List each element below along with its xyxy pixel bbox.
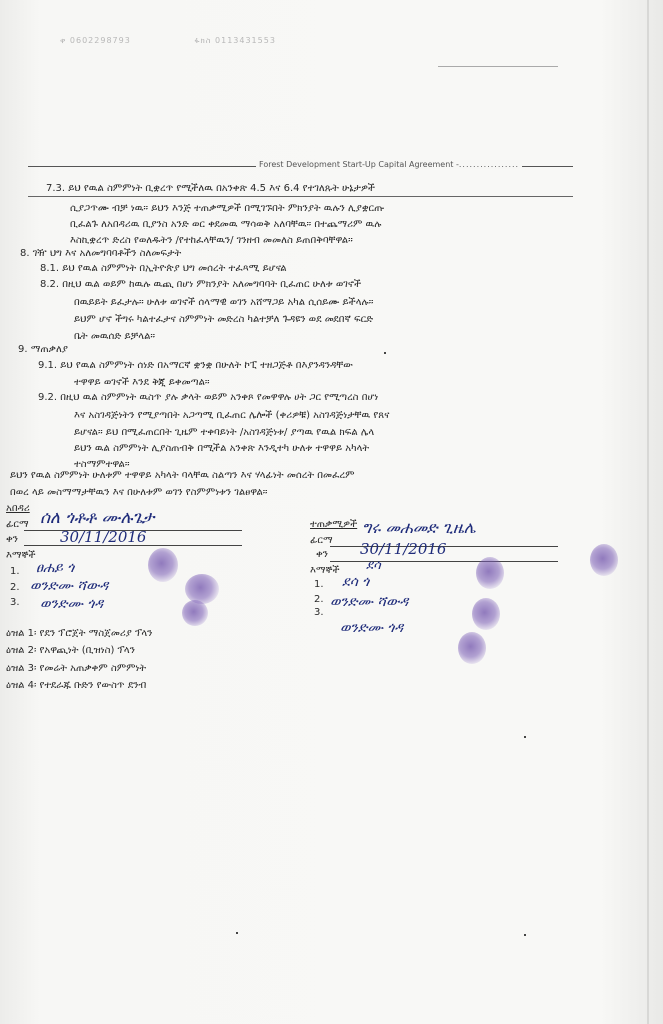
section-9-1-line-1: 9.1. ይህ የዉል ስምምነት ሰነድ በአማርኛ ቋንቋ በሁለት ኮፒ ተዘጋጅቶ በእያንዳንዳቸው <box>38 360 353 371</box>
section-8-2-line-2: በዉይይት ይፈታሉ። ሁለቱ ወገኖች ሰላማዊ ወገን አሸማጋይ አካል ሲሰይሙ ይችላሉ። <box>74 297 374 308</box>
thumbprint-stamp <box>476 557 504 589</box>
title-underline <box>28 196 573 197</box>
beneficiary-date-line <box>330 561 558 562</box>
lender-witness-1-num: 1. <box>10 566 20 577</box>
attachment-4: ዕዝል 4፡ የተደራጁ ቡድን የውስጥ ደንብ <box>6 680 147 691</box>
lender-witness-label: እማኞች <box>6 550 36 561</box>
attachment-1: ዕዝል 1፡ የደን ፕሮጀት ማስጀመሪያ ፕላን <box>6 628 153 639</box>
thumbprint-stamp <box>148 548 178 582</box>
lender-witness-3-signature: ወንድሙ ጎዳ <box>40 596 104 612</box>
section-8-1: 8.1. ይህ የዉል ስምምነት በኢትዮጵያ ህግ መሰረት ተፈጻሚ ይሆናል <box>40 263 287 274</box>
lender-witness-2-signature: ወንድሙ ሻውዳ <box>30 578 109 594</box>
faint-contact-header <box>60 36 336 46</box>
lender-date-label: ቀን <box>6 534 18 545</box>
document-title: Forest Development Start-Up Capital Agreement -................. <box>256 160 522 169</box>
lender-handwritten-name: ሰለ ጎቶቶ ሙሉጌታ <box>40 508 155 528</box>
section-9-2-line-4: ይህን ዉል ስምምነት ሊያስጠብቅ በሚችል አንቀጽ እንዲተካ ሁለቱ ተዋዋይ አካላት <box>74 443 370 454</box>
faint-rule <box>438 66 558 67</box>
beneficiary-role-label: ተጠቃሚዎች <box>310 519 358 530</box>
thumbprint-stamp <box>182 600 208 626</box>
attachment-3: ዕዝል 3፡ የመሬት አጠቃቀም ስምምነት <box>6 663 147 674</box>
beneficiary-witness-1-signature: ደሳ ጎ <box>342 574 370 590</box>
section-9-2-line-1: 9.2. በዚህ ዉል ስምምነት ዉስጥ ያሉ ቃላት ወይም አንቀጾ የመዋዋሉ ሀት ጋር የሚጣረስ በሆነ <box>38 392 379 403</box>
beneficiary-handwritten-name: ግሩ መሐመድ ጊዜሌ <box>362 518 476 537</box>
section-9-2-line-5: ተስማምተዋል። <box>74 459 130 470</box>
section-7-3-line-3: ቢፈልጉ ለአበዳሪዉ ቢያንስ አንድ ወር ቀደመዉ ማሳወቅ አለባቸዉ። በተጨማሪም ዉሉ <box>70 219 382 230</box>
lender-sign-label: ፊርማ <box>6 519 29 530</box>
lender-witness-2-num: 2. <box>10 582 20 593</box>
beneficiary-sign-label: ፊርማ <box>310 535 333 546</box>
section-8-2-line-4: ቤት መዉሰድ ይቻላል። <box>74 331 156 342</box>
lender-witness-1-signature: ፀሐይ ጎ <box>36 560 75 576</box>
attachment-2: ዕዝል 2፡ የአዋጪነት (ቢዝነስ) ፕላን <box>6 645 135 656</box>
section-8-heading: 8. ገዥ ህግ እና አለመግባባቶችን ስለመፍታት <box>20 248 182 259</box>
closing-line-2: በወረ ላይ መስማማታቸዉን እና በሁለቱም ወገን የስምምነቱን ገልፀዋል። <box>10 487 268 498</box>
scan-speck <box>524 934 526 936</box>
faint-fax: ፋክስ 0113431553 <box>194 36 276 45</box>
beneficiary-witness-initials: ደሳ <box>366 558 381 573</box>
beneficiary-witness-2-signature: ወንድሙ ሻውዳ <box>330 594 409 610</box>
page-edge <box>647 0 649 1024</box>
scan-speck <box>384 352 386 354</box>
beneficiary-witness-2-num: 2. <box>314 594 324 605</box>
closing-line-1: ይህን የዉል ስምምነት ሁለቱም ተዋዋይ አካላት ባላቸዉ ስልጣን እና ሃላፊነት መሰረት በመፈረም <box>10 470 355 481</box>
lender-handwritten-date: 30/11/2016 <box>60 528 147 546</box>
beneficiary-witness-3-num: 3. <box>314 607 324 618</box>
section-7-3-line-1: 7.3. ይህ የዉል ስምምነት ቢቋረጥ የሚችለዉ በአንቀጽ 4.5 እና 6.4 የተገለጹት ሁኔታዎች <box>46 183 375 194</box>
scan-speck <box>236 932 238 934</box>
section-7-3-line-4: እስኪቋረጥ ድረስ የወለዱትን /የተከፈላቸዉን/ ገንዘብ መመለስ ይጠበቅባቸዋል። <box>70 235 353 246</box>
document-title-text: Forest Development Start-Up Capital Agreement - <box>259 160 459 169</box>
beneficiary-witness-3-signature: ወንድሙ ጎዳ <box>340 620 404 636</box>
beneficiary-witness-label: እማኞች <box>310 565 340 576</box>
thumbprint-stamp <box>590 544 618 576</box>
lender-role-label: አበዳሪ <box>6 503 30 514</box>
thumbprint-stamp <box>458 632 486 664</box>
section-9-heading: 9. ማጠቃለያ <box>18 344 68 355</box>
section-9-2-line-2: እና አስገዳጅነትን የሚያጣበት አጋጣሚ ቢፈጠር ሌሎች (ቀሪዎቹ) አስገዳጅነታቸዉ የጸና <box>74 410 390 421</box>
beneficiary-handwritten-date: 30/11/2016 <box>360 540 447 558</box>
thumbprint-stamp <box>185 574 219 604</box>
beneficiary-date-label: ቀን <box>316 549 328 560</box>
section-9-2-line-3: ይሆናል። ይህ በሚፈጠርበት ጊዜም ተቀባይነት /አስገዳጅነቱ/ ያጣዉ የዉል ክፍል ሌላ <box>74 427 375 438</box>
scan-speck <box>524 736 526 738</box>
thumbprint-stamp <box>472 598 500 630</box>
section-8-2-line-1: 8.2. በዚህ ዉል ወይም ከዉሉ ዉጪ በሆነ ምክንያት አለመግባባት ቢፈጠር ሁለቱ ወገኖች <box>40 279 362 290</box>
section-7-3-line-2: ሲያጋጥሙ ብቻ ነዉ። ይህን እንጅ ተጠቃሚዎች በሚገኙበት ምክንያት ዉሉን ሊያቋርጡ <box>70 203 385 214</box>
section-8-2-line-3: ይህም ሆኖ ችግሩ ካልተፈታና ስምምነት መድረስ ካልተቻለ ጉዳዩን ወደ መደበኛ ፍርድ <box>74 314 374 325</box>
section-9-1-line-2: ተዋዋይ ወገኖች እንደ ቅጂ ይቀመጣል። <box>74 377 210 388</box>
faint-phone: ቀ 0602298793 <box>60 36 131 45</box>
beneficiary-witness-1-num: 1. <box>314 579 324 590</box>
lender-witness-3-num: 3. <box>10 597 20 608</box>
